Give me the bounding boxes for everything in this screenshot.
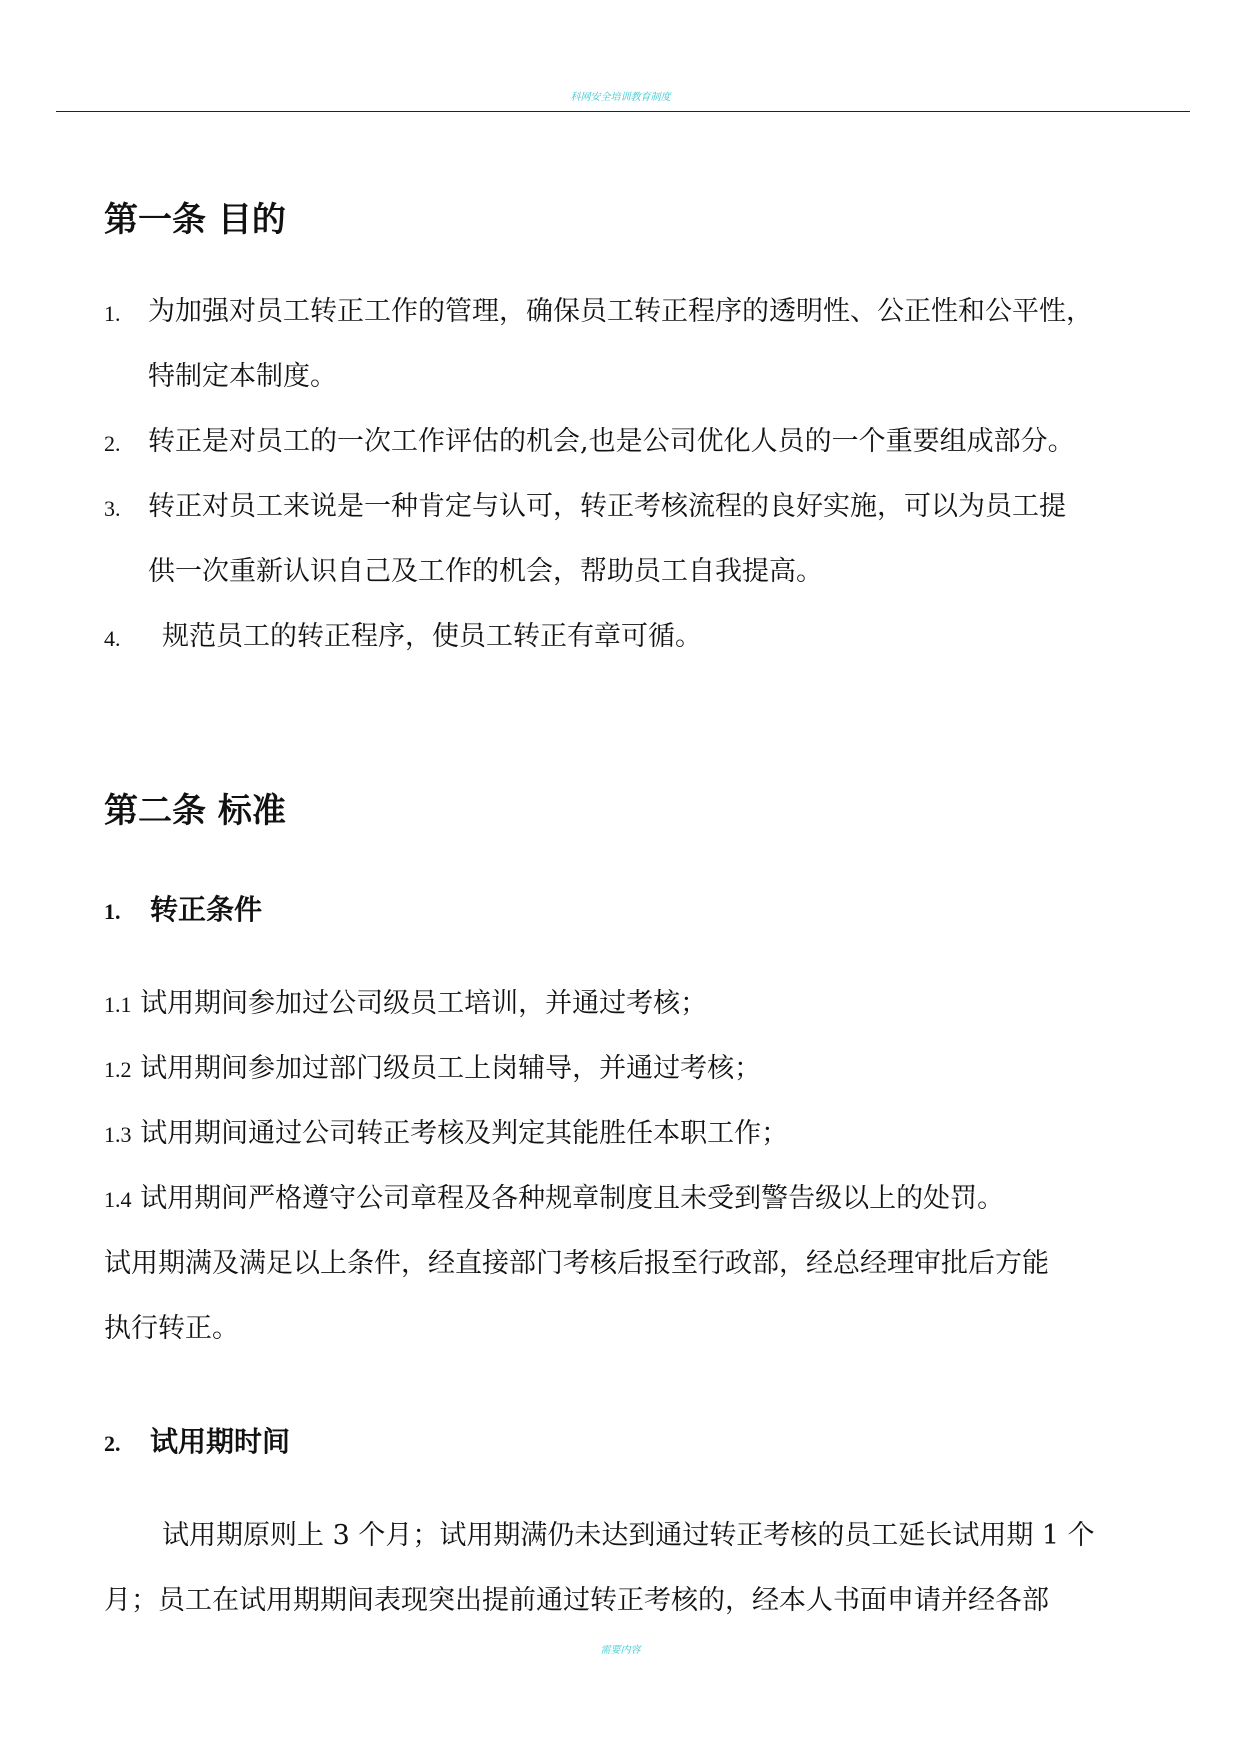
condition-1-1-num: 1.1 bbox=[104, 992, 132, 1017]
subsection1-num: 1. bbox=[104, 899, 121, 924]
page-footer-text: 需要内容 bbox=[600, 1645, 641, 1656]
subsection1-heading bbox=[104, 888, 262, 928]
condition-1-2-text: 试用期间参加过部门级员工上岗辅导，并通过考核； bbox=[140, 1053, 762, 1084]
condition-1-3-text: 试用期间通过公司转正考核及判定其能胜任本职工作； bbox=[140, 1118, 789, 1149]
section2-title: 第二条 标准 bbox=[104, 791, 286, 831]
page-header-title: 科网安全培训教育制度 bbox=[570, 92, 671, 103]
probation-para-line1: 试用期原则上 3 个月；试用期满仍未达到通过转正考核的员工延长试用期 1 个 bbox=[162, 1520, 1095, 1551]
s1-item4-line1: 规范员工的转正程序，使员工转正有章可循。 bbox=[162, 621, 702, 652]
s1-item2-line1: 转正是对员工的一次工作评估的机会,也是公司优化人员的一个重要组成部分。 bbox=[148, 426, 1075, 457]
condition-1-2 bbox=[104, 1052, 761, 1087]
subsection2-num: 2. bbox=[104, 1431, 121, 1456]
s1-item1-line2: 特制定本制度。 bbox=[148, 361, 337, 392]
s1-item4-num: 4. bbox=[104, 626, 121, 651]
header-divider bbox=[56, 111, 1190, 112]
condition-1-3 bbox=[104, 1117, 788, 1152]
subsection2-heading bbox=[104, 1420, 290, 1460]
conditions-note-line1: 试用期满及满足以上条件，经直接部门考核后报至行政部，经总经理审批后方能 bbox=[104, 1248, 1049, 1279]
s1-item3-line2: 供一次重新认识自己及工作的机会，帮助员工自我提高。 bbox=[148, 556, 823, 587]
s1-item2-num: 2. bbox=[104, 431, 121, 456]
subsection1-title: 转正条件 bbox=[150, 893, 263, 926]
conditions-note-line2: 执行转正。 bbox=[104, 1313, 239, 1344]
probation-para-line2: 月；员工在试用期期间表现突出提前通过转正考核的，经本人书面申请并经各部 bbox=[104, 1585, 1049, 1616]
condition-1-4-text: 试用期间严格遵守公司章程及各种规章制度且未受到警告级以上的处罚。 bbox=[140, 1183, 1005, 1214]
condition-1-2-num: 1.2 bbox=[104, 1057, 132, 1082]
condition-1-4-num: 1.4 bbox=[104, 1187, 132, 1212]
condition-1-4 bbox=[104, 1182, 1004, 1217]
subsection2-title: 试用期时间 bbox=[150, 1425, 291, 1458]
s1-item1-line1: 为加强对员工转正工作的管理，确保员工转正程序的透明性、公正性和公平性， bbox=[148, 296, 1093, 327]
s1-item3-num: 3. bbox=[104, 496, 121, 521]
s1-item1-num: 1. bbox=[104, 301, 121, 326]
condition-1-1-text: 试用期间参加过公司级员工培训，并通过考核； bbox=[140, 988, 708, 1019]
s1-item3-line1: 转正对员工来说是一种肯定与认可，转正考核流程的良好实施，可以为员工提 bbox=[148, 491, 1066, 522]
section1-title: 第一条 目的 bbox=[104, 200, 286, 240]
condition-1-3-num: 1.3 bbox=[104, 1122, 132, 1147]
condition-1-1 bbox=[104, 987, 707, 1022]
